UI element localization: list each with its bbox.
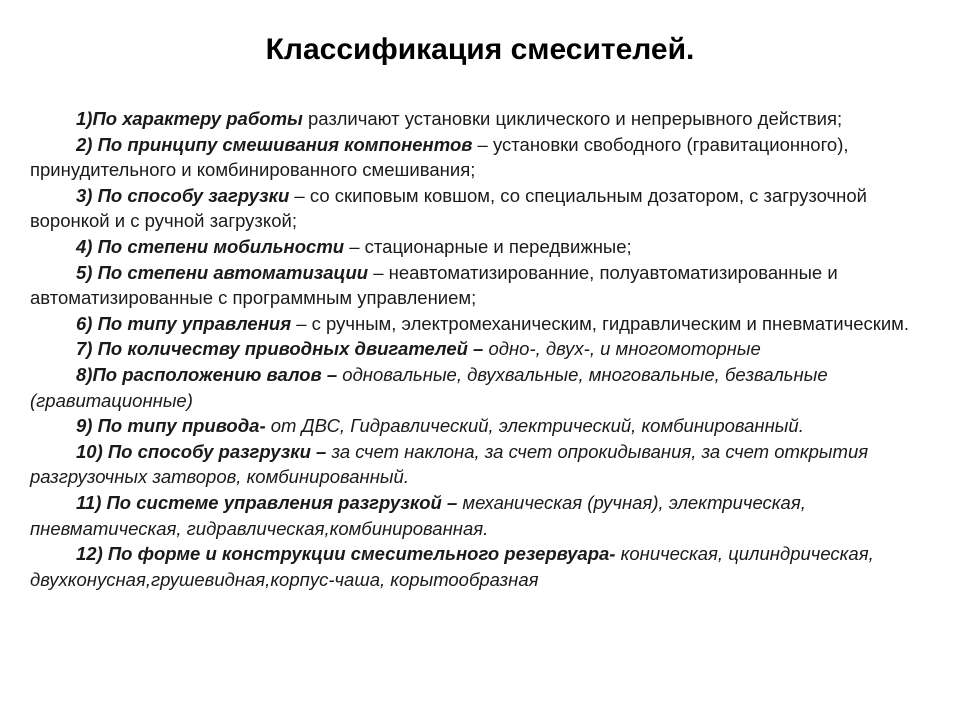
item-text: механическая (ручная), электрическая, пневматическая, гидравлическая,комбинированная. (30, 491, 806, 539)
item-text: коническая, цилиндрическая, двухконусная,грушевидная,корпус-чаша, корытообразная (30, 543, 874, 590)
classification-list (30, 106, 935, 592)
slide-title: Классификация смесителей. (265, 33, 695, 66)
list-item (30, 439, 935, 490)
list-item (30, 413, 935, 439)
item-text: одновальные, двухвальные, многовальные, безвальные (гравитационные) (30, 363, 828, 411)
item-heading: 9) По типу привода- (76, 415, 266, 437)
item-text: – со скиповым ковшом, со специальным дозатором, с загрузочной воронкой и с ручной загрузкой; (30, 184, 867, 232)
item-text: – установки свободного (гравитационного), принудительного и комбинированного смешивания; (30, 133, 849, 181)
item-heading: 5) По степени автоматизации (76, 261, 369, 283)
list-item (30, 234, 935, 260)
list-item (30, 541, 935, 592)
list-item (30, 106, 935, 132)
item-text: – стационарные и передвижные; (344, 235, 632, 257)
item-heading: 10) По способу разгрузки – (76, 440, 327, 462)
list-item (30, 490, 935, 541)
item-text: – неавтоматизированние, полуавтоматизированные и автоматизированные с программным управлением; (30, 261, 838, 309)
list-item (30, 362, 935, 413)
list-item (30, 183, 935, 234)
item-text: одно-, двух-, и многомоторные (483, 338, 761, 360)
item-heading: 8)По расположению валов – (76, 363, 338, 385)
item-heading: 2) По принципу смешивания компонентов (76, 133, 473, 155)
item-text: от ДВС, Гидравлический, электрический, комбинированный. (265, 415, 804, 437)
list-item (30, 260, 935, 311)
item-heading: 11) По системе управления разгрузкой – (76, 491, 458, 513)
item-heading: 12) По форме и конструкции смесительного резервуара- (76, 543, 616, 565)
item-heading: 7) По количеству приводных двигателей – (76, 338, 484, 360)
item-heading: 1)По характеру работы (76, 108, 303, 129)
item-heading: 4) По степени мобильности (76, 235, 345, 257)
item-text: различают установки циклического и непрерывного действия; (302, 108, 843, 129)
item-heading: 6) По типу управления (76, 312, 292, 334)
item-text: – с ручным, электромеханическим, гидравлическим и пневматическим. (291, 312, 910, 334)
list-item (30, 336, 935, 362)
item-heading: 3) По способу загрузки (76, 184, 290, 206)
list-item (30, 311, 935, 337)
item-text: за счет наклона, за счет опрокидывания, за счет открытия разгрузочных затворов, комбинированный. (30, 440, 869, 488)
list-item (30, 132, 935, 183)
